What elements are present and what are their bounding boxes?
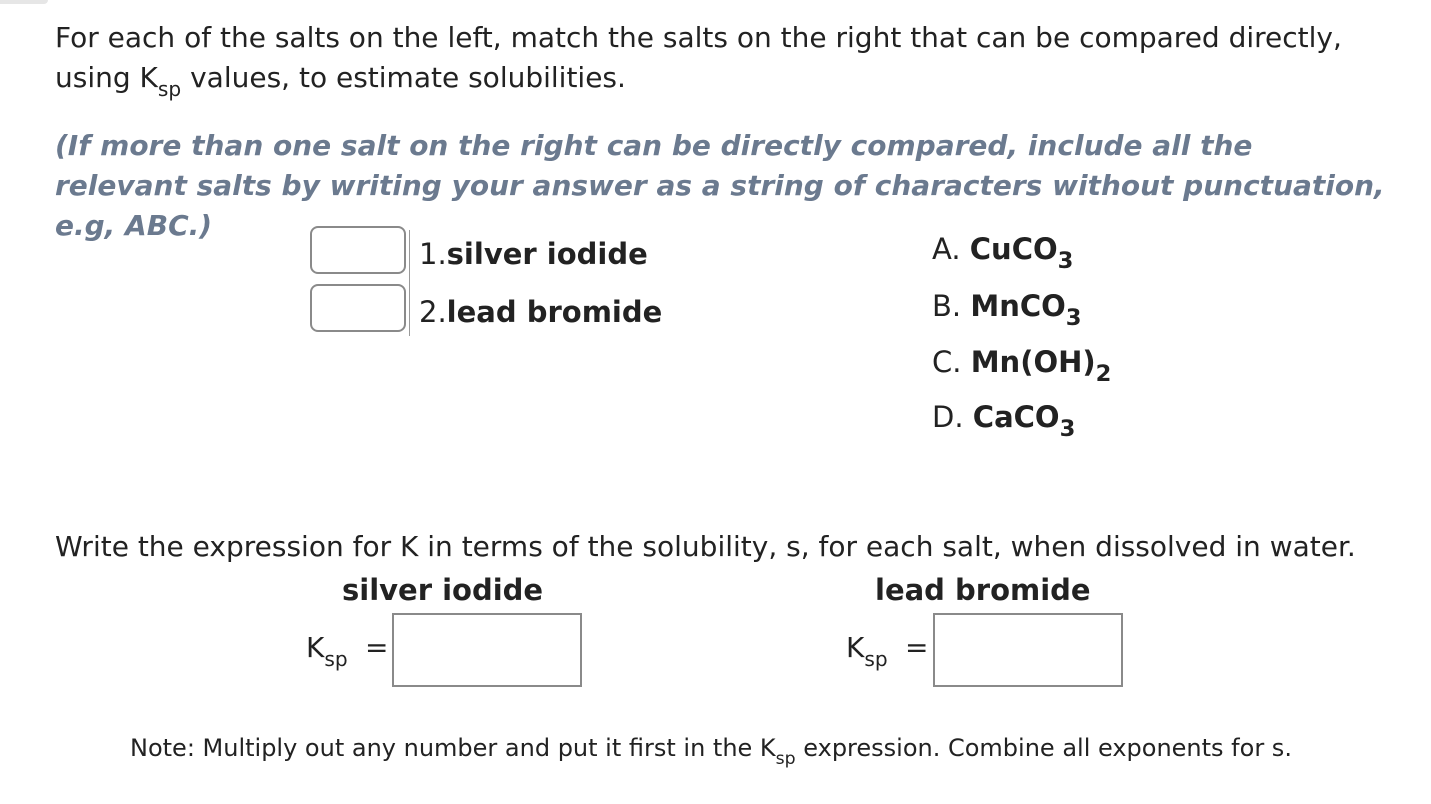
ksp-k: K (306, 631, 325, 664)
left-item-number: 2. (419, 295, 447, 329)
right-item-formula: CuCO (969, 232, 1058, 266)
right-item-formula: Mn(OH) (970, 345, 1096, 379)
equals-sign-2: = (905, 631, 929, 664)
right-item-formula: CaCO (972, 400, 1060, 434)
left-item-2 (419, 294, 662, 330)
note-pre: Note: Multiply out any number and put it first in the K (130, 734, 776, 762)
note-text (130, 730, 1292, 769)
left-item-name: lead bromide (446, 295, 663, 329)
salt-heading-silver-iodide: silver iodide (342, 573, 544, 607)
intro-line-2-rest: values, to estimate solubilities. (181, 61, 626, 94)
intro-line-2 (55, 58, 1375, 101)
left-item-number: 1. (419, 237, 447, 271)
left-item-name: silver iodide (446, 237, 648, 271)
ksp-label-2 (846, 628, 888, 671)
intro-line-1: For each of the salts on the left, match the salts on the right that can be compared directly, (55, 21, 1342, 54)
answer-box-2[interactable] (310, 284, 406, 332)
note-post: expression. Combine all exponents for s. (795, 734, 1292, 762)
right-item-letter: B. (932, 289, 962, 323)
instruction-hint: (If more than one salt on the right can be directly compared, include all the relevant salts by writing your answer as a string of characters without punctuation, e.g, ABC.) (55, 129, 1385, 242)
ksp-sub: sp (864, 647, 888, 671)
right-item-formula: MnCO (970, 289, 1066, 323)
right-item-c (932, 344, 1112, 387)
right-item-a (932, 231, 1074, 274)
answer-divider (409, 230, 410, 336)
question-intro (55, 18, 1375, 101)
intro-ksp-sub: sp (157, 77, 182, 101)
formula-subscript: 3 (1065, 304, 1082, 331)
ksp-input-lead-bromide[interactable] (933, 613, 1123, 687)
expression-instruction: Write the expression for K in terms of the solubility, s, for each salt, when dissolved in water. (55, 530, 1356, 563)
formula-subscript: 3 (1057, 247, 1074, 274)
ksp-sub: sp (324, 647, 348, 671)
formula-subscript: 2 (1095, 360, 1112, 387)
ksp-k: K (846, 631, 865, 664)
left-item-1 (419, 236, 648, 272)
right-item-letter: D. (932, 400, 964, 434)
salt-heading-lead-bromide: lead bromide (875, 573, 1091, 607)
ksp-label-1 (306, 628, 348, 671)
right-item-b (932, 288, 1082, 331)
right-item-letter: A. (932, 232, 961, 266)
formula-subscript: 3 (1059, 415, 1076, 442)
ksp-input-silver-iodide[interactable] (392, 613, 582, 687)
intro-k: using K (55, 61, 158, 94)
right-item-d (932, 399, 1076, 442)
right-item-letter: C. (932, 345, 962, 379)
equals-sign-1: = (365, 631, 389, 664)
answer-box-1[interactable] (310, 226, 406, 274)
top-corner-tab (0, 0, 48, 4)
note-ksp-sub: sp (775, 748, 796, 769)
